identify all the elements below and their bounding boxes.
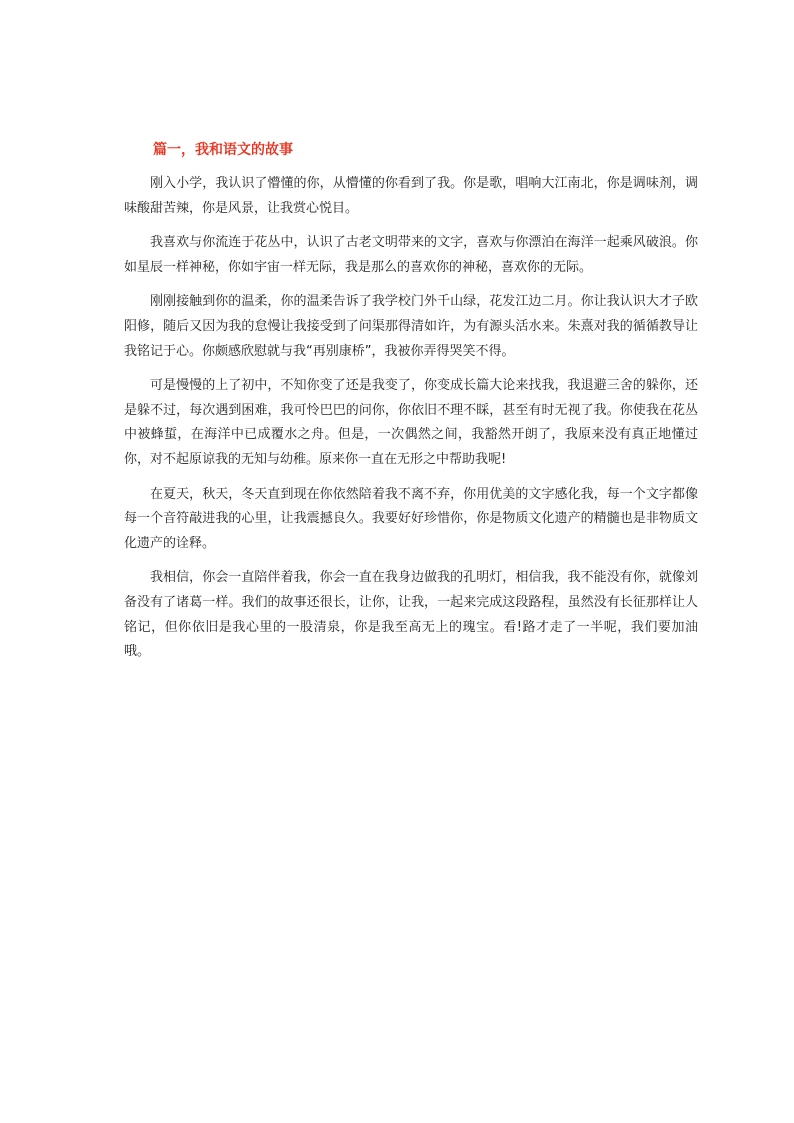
- paragraph: 我喜欢与你流连于花丛中，认识了古老文明带来的文字，喜欢与你漂泊在海洋一起乘风破浪。你如星辰一样神秘，你如宇宙一样无际，我是那么的喜欢你的神秘，喜欢你的无际。: [124, 235, 698, 275]
- paragraph: 在夏天，秋天，冬天直到现在你依然陪着我不离不弃，你用优美的文字感化我，每一个文字都像每一个音符敲进我的心里，让我震撼良久。我要好好珍惜你，你是物质文化遗产的精髓也是非物质文化遗产的诠释。: [124, 486, 698, 551]
- paragraph: 我相信，你会一直陪伴着我，你会一直在我身边做我的孔明灯，相信我，我不能没有你，就像刘备没有了诸葛一样。我们的故事还很长，让你，让我，一起来完成这段路程，虽然没有长征那样让人铭记，但你依旧是我心里的一股清泉，你是我至高无上的瑰宝。看!路才走了一半呢，我们要加油哦。: [124, 570, 698, 660]
- essay-title: 篇一，我和语文的故事: [153, 142, 293, 158]
- paragraph: 刚刚接触到你的温柔，你的温柔告诉了我学校门外千山绿，花发江边二月。你让我认识大才子欧阳修，随后又因为我的怠慢让我接受到了问渠那得清如许，为有源头活水来。朱熹对我的循循教导让我铭记于心。你颇感欣慰就与我“再别康桥”，我被你弄得哭笑不得。: [124, 294, 698, 359]
- paragraph: 可是慢慢的上了初中，不知你变了还是我变了，你变成长篇大论来找我，我退避三舍的躲你，还是躲不过，每次遇到困难，我可怜巴巴的问你，你依旧不理不睬，甚至有时无视了我。你使我在花丛中被蜂蜇，在海洋中已成覆水之舟。但是，一次偶然之间，我豁然开朗了，我原来没有真正地懂过你，对不起原谅我的无知与幼稚。原来你一直在无形之中帮助我呢!: [124, 378, 698, 467]
- paragraph: 刚入小学，我认识了懵懂的你，从懵懂的你看到了我。你是歌，唱响大江南北，你是调味剂，调味酸甜苦辣，你是风景，让我赏心悦目。: [124, 176, 698, 216]
- essay-body: [124, 172, 698, 675]
